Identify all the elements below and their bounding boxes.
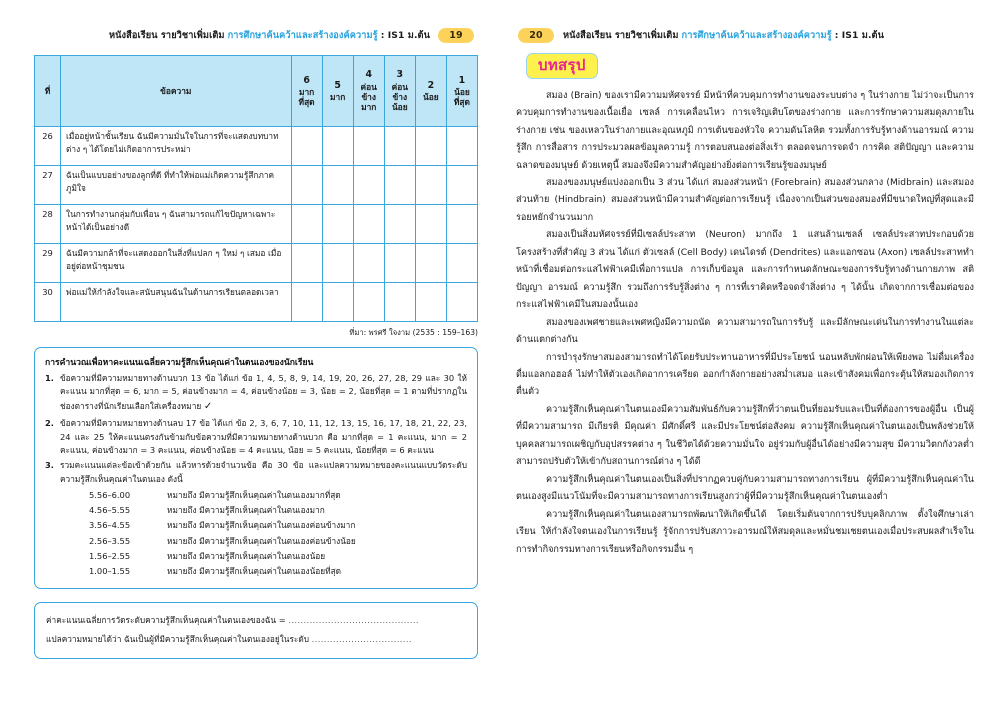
answer-cell-4[interactable]: [353, 244, 384, 283]
answer-cell-3[interactable]: [384, 283, 415, 322]
row-statement: พ่อแม่ให้กำลังใจและสนับสนุนฉันในด้านการเรียนตลอดเวลา: [61, 283, 292, 322]
running-head-prefix: หนังสือเรียน รายวิชาเพิ่มเติม: [109, 29, 225, 41]
step-text: รวมคะแนนแต่ละข้อเข้าด้วยกัน แล้วหารด้วยจำนวนข้อ คือ 30 ข้อ และแปลความหมายของคะแนนแบบวัดระดับความรู้สึกเห็นคุณค่าในตนเอง ดังนี้: [60, 460, 467, 484]
scale-label-3: ค่อน ข้าง น้อย: [391, 81, 408, 113]
answer-cell-2[interactable]: [415, 244, 446, 283]
row-statement: ในการทำงานกลุ่มกับเพื่อน ๆ ฉันสามารถแก้ไขปัญหาเฉพาะหน้าได้เป็นอย่างดี: [61, 205, 292, 244]
column-header-no: ที่: [35, 56, 61, 127]
column-header-scale-3: [384, 56, 415, 127]
row-number: 30: [35, 283, 61, 322]
score-range-item: [45, 549, 467, 564]
running-head-right: [516, 26, 976, 44]
answer-cell-3[interactable]: [384, 127, 415, 166]
calculation-steps-list: [45, 372, 467, 486]
calculation-step: [45, 459, 467, 486]
running-head-left: [34, 26, 478, 44]
score-range-item: [45, 564, 467, 579]
score-range: 2.56–3.55: [89, 535, 131, 546]
table-row: [35, 283, 478, 322]
calculation-box-title: การคำนวณเพื่อหาคะแนนเฉลี่ยความรู้สึกเห็นคุณค่าในตนเองของนักเรียน: [45, 358, 314, 368]
row-number: 28: [35, 205, 61, 244]
table-header-row: [35, 56, 478, 127]
score-range: 3.56–4.55: [89, 520, 131, 531]
answer-cell-1[interactable]: [446, 244, 477, 283]
right-page: [500, 0, 1000, 710]
answer-cell-5[interactable]: [322, 244, 353, 283]
score-range-item: [45, 534, 467, 549]
row-statement: ฉันเป็นแบบอย่างของลูกที่ดี ที่ทำให้พ่อแม่เกิดความรู้สึกภาคภูมิใจ: [61, 166, 292, 205]
step-marker: 2.: [45, 418, 54, 429]
answer-cell-1[interactable]: [446, 205, 477, 244]
answer-line-interpretation: [46, 632, 466, 646]
score-meaning: หมายถึง มีความรู้สึกเห็นคุณค่าในตนเองค่อนข้างมาก: [167, 520, 356, 531]
student-answer-box: [34, 602, 478, 659]
answer-label-interpretation: แปลความหมายได้ว่า ฉันเป็นผู้ที่มีความรู้สึกเห็นคุณค่าในตนเองอยู่ในระดับ: [46, 633, 310, 644]
answer-cell-3[interactable]: [384, 205, 415, 244]
calculation-step: [45, 417, 467, 457]
score-range-item: [45, 518, 467, 533]
table-row: [35, 127, 478, 166]
table-row: [35, 205, 478, 244]
answer-cell-4[interactable]: [353, 283, 384, 322]
score-range-item: [45, 503, 467, 518]
running-head-title: การศึกษาค้นคว้าและสร้างองค์ความรู้: [681, 29, 832, 41]
page-number-right: 20: [518, 28, 554, 43]
scale-label-1: น้อย ที่สุด: [453, 86, 470, 108]
row-statement: ฉันมีความกล้าที่จะแสดงออกในสิ่งที่แปลก ๆ ใหม่ ๆ เสมอ เมื่ออยู่ต่อหน้าชุมชน: [61, 244, 292, 283]
scale-number-6: 6: [303, 74, 310, 86]
column-header-scale-2: [415, 56, 446, 127]
score-range: 1.56–2.55: [89, 550, 131, 561]
self-esteem-questionnaire-table: [34, 55, 478, 322]
answer-cell-6[interactable]: [291, 205, 322, 244]
answer-cell-5[interactable]: [322, 283, 353, 322]
page-number-left: 19: [438, 28, 474, 43]
step-marker: 1.: [45, 373, 54, 383]
answer-cell-2[interactable]: [415, 166, 446, 205]
answer-label-average: ค่าคะแนนเฉลี่ยการวัดระดับความรู้สึกเห็นคุณค่าในตนเองของฉัน =: [46, 614, 286, 625]
answer-cell-4[interactable]: [353, 205, 384, 244]
scale-number-2: 2: [427, 79, 435, 91]
answer-cell-6[interactable]: [291, 166, 322, 205]
summary-body-text: [516, 88, 974, 559]
running-head-suffix: : IS1 ม.ต้น: [834, 29, 884, 41]
answer-cell-1[interactable]: [446, 283, 477, 322]
scale-number-4: 4: [365, 69, 372, 81]
paragraph: ความรู้สึกเห็นคุณค่าในตนเองสามารถพัฒนาให้เกิดขึ้นได้ โดยเริ่มต้นจากการปรับบุคลิกภาพ ตั้งใจศึกษาเล่าเรียน ให้กำลังใจตนเองในการเรียนรู้ รู้จักการปรับสภาวะอารมณ์ให้สมดุลและหมั่นชมเชยตนเองเมื่อประสบผลสำเร็จในการทำกิจกรรมทางการเรียนหรือกิจกรรมอื่น ๆ: [516, 509, 974, 555]
column-header-statement: ข้อความ: [61, 56, 292, 127]
column-header-scale-1: [446, 56, 477, 127]
running-head-title: การศึกษาค้นคว้าและสร้างองค์ความรู้: [227, 29, 378, 41]
row-number: 27: [35, 166, 61, 205]
scale-number-5: 5: [334, 79, 341, 91]
scale-label-4: ค่อน ข้าง มาก: [360, 81, 377, 113]
step-marker: 3.: [45, 460, 54, 471]
paragraph: สมอง (Brain) ของเรามีความมหัศจรรย์ มีหน้าที่ควบคุมการทำงานของระบบต่าง ๆ ในร่างกาย ไม่ว่าจะเป็นการควบคุมการทำงานของเนื้อเยื่อ เซลล์ การเคลื่อนไหว การเจริญเติบโตของร่างกาย และการรักษาความสมดุลภายในร่างกาย เช่น ของเหลวในร่างกายและอุณหภูมิ การเต้นของหัวใจ ความดันโลหิต รวมทั้งการรับรู้ทางด้านอารมณ์ ความรู้สึก การสื่อสาร การประมวลผลข้อมูลความรู้ การตอบสนองต่อสิ่งเร้า ตลอดจนการจดจำ การคิด สติปัญญา และความฉลาดของมนุษย์ ด้วยเหตุนี้ สมองจึงมีความสำคัญอย่างยิ่งต่อการเรียนรู้ของมนุษย์: [516, 90, 974, 171]
step-text: ข้อความที่มีความหมายทางด้านบวก 13 ข้อ ได้แก่ ข้อ 1, 4, 5, 8, 9, 14, 19, 20, 26, 27, 28, 29 และ 30 ให้คะแนน มากที่สุด = 6, มาก = 5, ค่อนข้างมาก = 4, ค่อนข้างน้อย = 3, น้อย = 2, น้อยที่สุด = 1 ตามที่ปรากฏในช่องตารางที่นักเรียนเลือกใส่เครื่องหมาย: [60, 373, 467, 411]
table-row: [35, 166, 478, 205]
score-interpretation-list: [45, 488, 467, 579]
answer-cell-6[interactable]: [291, 283, 322, 322]
answer-cell-4[interactable]: [353, 166, 384, 205]
score-range-item: [45, 488, 467, 503]
scale-label-5: มาก: [330, 92, 346, 103]
answer-cell-2[interactable]: [415, 205, 446, 244]
answer-cell-3[interactable]: [384, 244, 415, 283]
score-range: 1.00–1.55: [89, 565, 131, 576]
answer-cell-5[interactable]: [322, 127, 353, 166]
answer-cell-6[interactable]: [291, 127, 322, 166]
score-meaning: หมายถึง มีความรู้สึกเห็นคุณค่าในตนเองค่อนข้างน้อย: [167, 535, 356, 546]
paragraph: สมองเป็นสิ่งมหัศจรรย์ที่มีเซลล์ประสาท (Neuron) มากถึง 1 แสนล้านเซลล์ เซลล์ประสาทประกอบด้วยโครงสร้างที่สำคัญ 3 ส่วน ได้แก่ ตัวเซลล์ (Cell Body) เดนไดรต์ (Dendrites) และแอกซอน (Axon) เซลล์ประสาททำหน้าที่เชื่อมต่อกระแสไฟฟ้าเคมีเพื่อการแปล การเก็บข้อมูล และการกำหนดลักษณะของการรับรู้ทางด้านกายภาพ สติปัญญา อารมณ์ ความรู้สึก รวมถึงการรับรู้สิ่งต่าง ๆ การที่เราคิดหรือจดจำสิ่งต่าง ๆ ได้นั้น เกิดจากการเชื่อมต่อของกระแสไฟฟ้าเคมีในสมองนั้นเอง: [516, 230, 974, 311]
paragraph: สมองของเพศชายและเพศหญิงมีความถนัด ความสามารถในการรับรู้ และมีลักษณะเด่นในการทำงานในแต่ละด้านแตกต่างกัน: [516, 317, 974, 346]
running-head-suffix: : IS1 ม.ต้น: [380, 29, 430, 41]
running-head-prefix: หนังสือเรียน รายวิชาเพิ่มเติม: [563, 29, 679, 41]
answer-cell-2[interactable]: [415, 127, 446, 166]
score-range: 5.56–6.00: [89, 490, 131, 501]
row-statement: เมื่ออยู่หน้าชั้นเรียน ฉันมีความมั่นใจในการที่จะแสดงบทบาทต่าง ๆ ได้โดยไม่เกิดอาการประหม่า: [61, 127, 292, 166]
answer-cell-3[interactable]: [384, 166, 415, 205]
score-meaning: หมายถึง มีความรู้สึกเห็นคุณค่าในตนเองมากที่สุด: [167, 490, 341, 501]
check-mark-icon: ✓: [203, 400, 213, 412]
paragraph: สมองของมนุษย์แบ่งออกเป็น 3 ส่วน ได้แก่ สมองส่วนหน้า (Forebrain) สมองส่วนกลาง (Midbrain) และสมองส่วนท้าย (Hindbrain) สมองส่วนหน้ามีความสำคัญต่อการเรียนรู้ เนื่องจากเป็นส่วนของสมองที่มีขนาดใหญ่ที่สุดและมีรอยหยักจำนวนมาก: [516, 178, 974, 223]
answer-cell-5[interactable]: [322, 166, 353, 205]
column-header-scale-5: [322, 56, 353, 127]
score-meaning: หมายถึง มีความรู้สึกเห็นคุณค่าในตนเองน้อย: [167, 550, 326, 561]
section-heading-wrap: [526, 53, 976, 79]
answer-cell-1[interactable]: [446, 127, 477, 166]
column-header-scale-6: [291, 56, 322, 127]
scale-number-3: 3: [396, 69, 404, 81]
score-range: 4.56–5.55: [89, 505, 131, 516]
answer-blank-average[interactable]: ...........................................: [288, 614, 419, 625]
table-header: [35, 56, 478, 127]
paragraph: ความรู้สึกเห็นคุณค่าในตนเองมีความสัมพันธ์กับความรู้สึกที่ว่าตนเป็นที่ยอมรับและเป็นที่ต้องการของผู้อื่น เป็นผู้ที่มีความสามารถ มีเกียรติ มีคุณค่า มีศักดิ์ศรี และมีประโยชน์ต่อสังคม ความรู้สึกเห็นคุณค่าในตนเองเป็นพลังช่วยให้บุคคลสามารถเผชิญกับอุปสรรคต่าง ๆ ในชีวิตได้ด้วยความมั่นใจ อยู่ร่วมกับผู้อื่นได้อย่างมีความสุข มีความวิตกกังวลต่ำ สามารถปรับตัวให้เข้ากับสถานการณ์ต่าง ๆ ได้ดี: [516, 404, 974, 468]
answer-cell-2[interactable]: [415, 283, 446, 322]
calculation-instructions-box: [34, 347, 478, 589]
score-meaning: หมายถึง มีความรู้สึกเห็นคุณค่าในตนเองมาก: [167, 505, 325, 516]
answer-blank-interpretation[interactable]: .................................: [311, 633, 412, 644]
row-number: 29: [35, 244, 61, 283]
scale-label-2: น้อย: [423, 92, 439, 103]
answer-cell-6[interactable]: [291, 244, 322, 283]
paragraph: ความรู้สึกเห็นคุณค่าในตนเองเป็นสิ่งที่ปรากฏควบคู่กับความสามารถทางการเรียน ผู้ที่มีความรู้สึกเห็นคุณค่าในตนเองสูงมีแนวโน้มที่จะมีความสามารถทางการเรียนสูงกว่าผู้ที่มีความรู้สึกเห็นคุณค่าในตนเองต่ำ: [516, 474, 974, 503]
section-heading-chip: บทสรุป: [526, 53, 598, 79]
score-meaning: หมายถึง มีความรู้สึกเห็นคุณค่าในตนเองน้อยที่สุด: [167, 565, 342, 576]
table-source-citation: ที่มา: พรศรี ใจงาม (2535 : 159–163): [349, 328, 478, 337]
scale-label-6: มาก ที่สุด: [298, 86, 315, 108]
answer-cell-5[interactable]: [322, 205, 353, 244]
row-number: 26: [35, 127, 61, 166]
answer-cell-1[interactable]: [446, 166, 477, 205]
paragraph: การบำรุงรักษาสมองสามารถทำได้โดยรับประทานอาหารที่มีประโยชน์ นอนหลับพักผ่อนให้เพียงพอ ไม่ดื่มเครื่องดื่มแอลกอฮอล์ ไม่ทำให้ตัวเองเกิดอาการเครียด ออกกำลังกายอย่างสม่ำเสมอ และเข้าสังคมเพื่อกระตุ้นให้สมองเกิดการตื่นตัว: [516, 352, 974, 398]
answer-line-average: [46, 613, 466, 627]
step-text: ข้อความที่มีความหมายทางด้านลบ 17 ข้อ ได้แก่ ข้อ 2, 3, 6, 7, 10, 11, 12, 13, 15, 16, 17, 18, 21, 22, 23, 24 และ 25 ให้คะแนนตรงกันข้ามกับข้อความที่มีความหมายทางด้านบวก คือ มากที่สุด = 1 คะแนน, มาก = 2 คะแนน, ค่อนข้างมาก = 3 คะแนน, ค่อนข้างน้อย = 4 คะแนน, น้อย = 5 คะแนน, น้อยที่สุด = 6 คะแนน: [60, 418, 467, 455]
table-body: [35, 127, 478, 322]
column-header-scale-4: [353, 56, 384, 127]
calculation-step: [45, 372, 467, 415]
table-row: [35, 244, 478, 283]
scale-number-1: 1: [458, 74, 466, 86]
answer-cell-4[interactable]: [353, 127, 384, 166]
